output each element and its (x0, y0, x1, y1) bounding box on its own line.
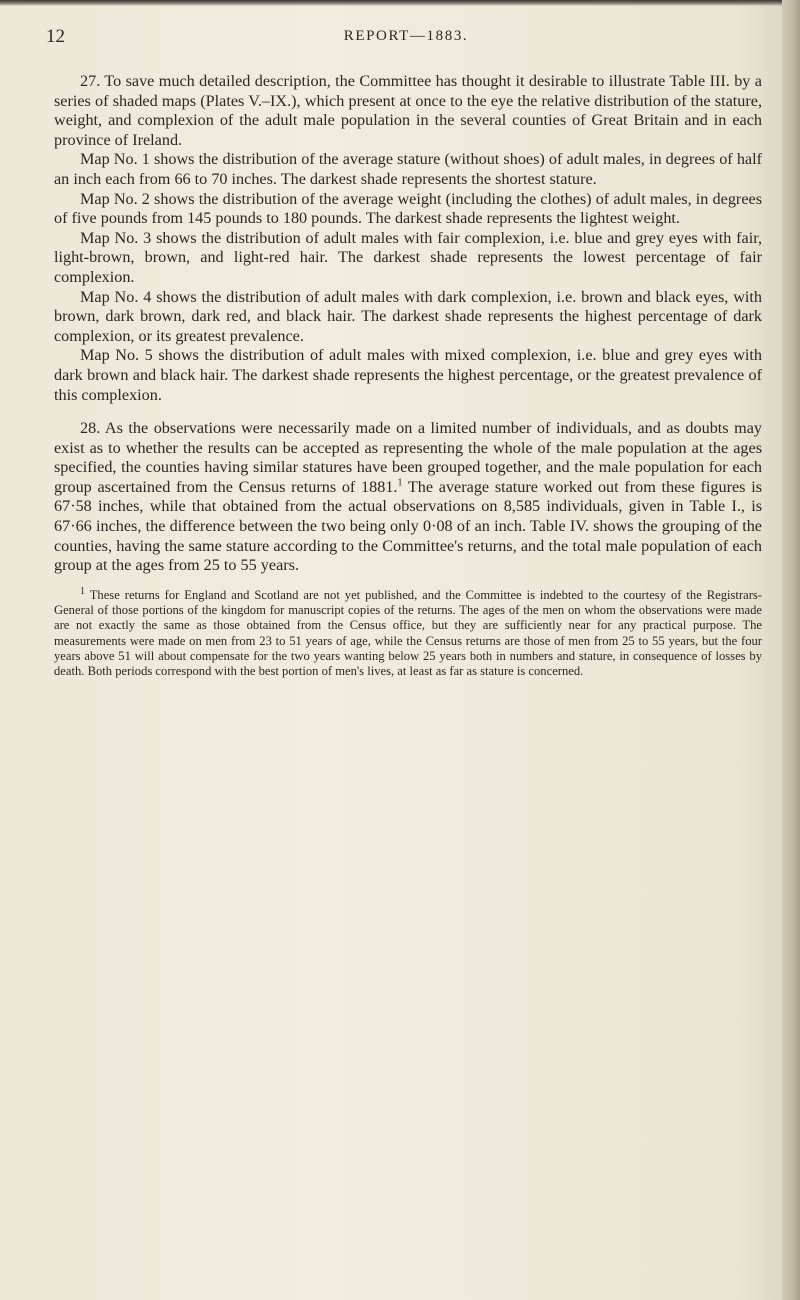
footnote (54, 585, 762, 680)
document-body (54, 72, 762, 680)
paragraph-28 (54, 419, 762, 576)
page-top-edge (0, 0, 800, 6)
running-head: REPORT—1883. (343, 28, 469, 44)
paragraph-map-4: Map No. 4 shows the distribution of adult males with dark complexion, i.e. brown and black eyes, with brown, dark brown, dark red, and black hair. The darkest shade represents the highest percentage of dark complexion, or its greatest prevalence. (54, 287, 762, 345)
page-number: 12 (46, 26, 65, 47)
paragraph-28-text-start: 28. As the observations were necessarily made on a limited number of individuals, and as doubts may exist as to whether the results can be accepted as representing the whole of the male population at the ages specified, the counties having similar statures have been grouped together, and the male population for each group ascertained from the Census returns of 1881. (54, 419, 762, 496)
paragraph-map-2: Map No. 2 shows the distribution of the average weight (including the clothes) of adult males, in degrees of five pounds from 145 pounds to 180 pounds. The darkest shade represents the lightest weight. (54, 189, 762, 228)
paragraph-27: 27. To save much detailed description, the Committee has thought it desirable to illustrate Table III. by a series of shaded maps (Plates V.–IX.), which present at once to the eye the relative distribution of the stature, weight, and complexion of the adult male population in the several counties of Great Britain and in each province of Ireland. (54, 72, 762, 149)
paragraph-map-5: Map No. 5 shows the distribution of adult males with mixed complexion, i.e. blue and grey eyes with dark brown and black hair. The darkest shade represents the highest percentage, or the greatest prevalence of this complexion. (54, 346, 762, 404)
paragraph-map-3: Map No. 3 shows the distribution of adult males with fair complexion, i.e. blue and grey eyes with fair, light-brown, brown, and light-red hair. The darkest shade represents the lowest percentage of fair complexion. (54, 228, 762, 286)
book-spine-edge (782, 0, 800, 1300)
footnote-text: These returns for England and Scotland are not yet published, and the Committee is indebted to the courtesy of the Registrars-General of those portions of the kingdom for manuscript copies of the returns. The ages of the men on whom the observations were made are not exactly the same as those obtained from the Census office, but they are sufficiently near for any practical purpose. The measurements were made on men from 23 to 51 years of age, while the Census returns are those of men from 25 to 55 years, but the four years above 51 will about compensate for the two years wanting below 25 years both in numbers and stature, in consequence of losses by death. Both periods correspond with the best portion of men's lives, at least as far as stature is concerned. (54, 587, 762, 679)
paragraph-map-1: Map No. 1 shows the distribution of the average stature (without shoes) of adult males, in degrees of half an inch each from 66 to 70 inches. The darkest shade represents the shortest stature. (54, 150, 762, 188)
footnote-reference: 1 (397, 477, 403, 489)
paragraph-28-text-end: The average stature worked out from these figures is 67·58 inches, while that obtained from the actual observations on 8,585 individuals, given in Table I., is 67·66 inches, the difference between the two being only 0·08 of an inch. Table IV. shows the grouping of the counties, having the same stature according to the Committee's returns, and the total male population of each group at the ages from 25 to 55 years. (54, 477, 762, 575)
page-header (46, 26, 766, 48)
footnote-marker: 1 (80, 585, 85, 597)
